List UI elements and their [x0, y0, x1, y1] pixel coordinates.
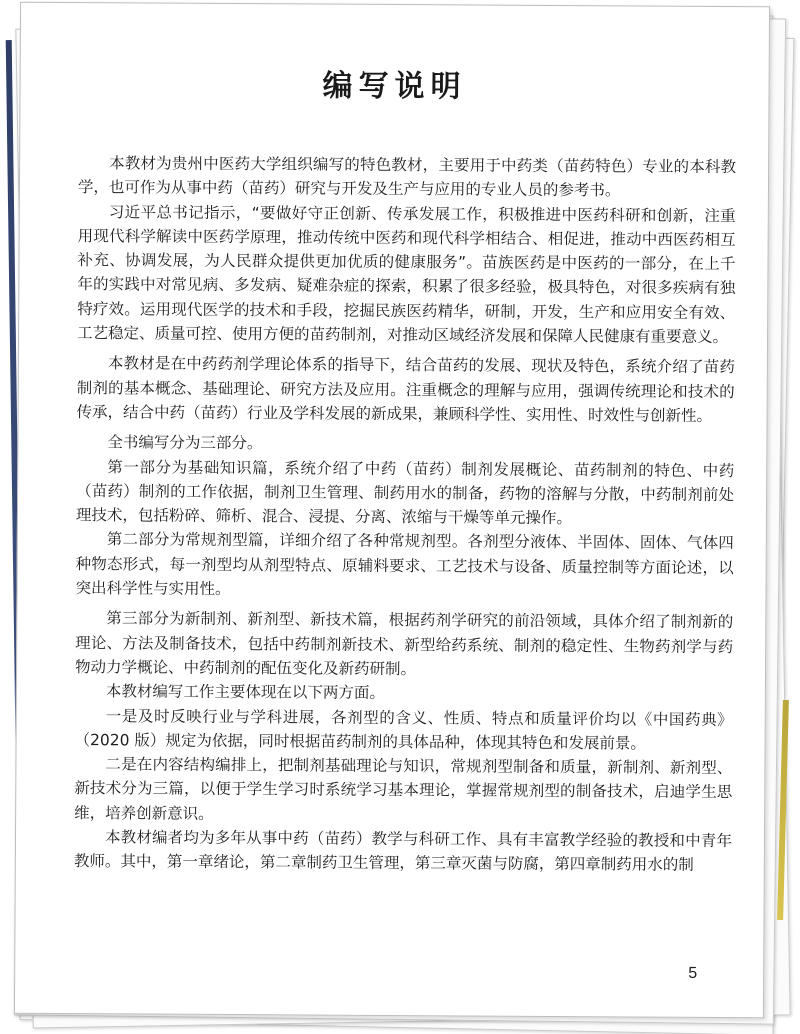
- paragraph: 习近平总书记指示，“要做好守正创新、传承发展工作，积极推进中医药科研和创新，注重用现代科学解读中医药学原理，推动传统中医药和现代科学相结合、相促进，推动中西医药相互补充、协调发展，为人民群众提供更加优质的健康服务”。苗族医药是中医药的一部分，在上千年的实践中对常见病、多发病、疑难杂症的探索，积累了很多经验，极具特色，对很多疾病有独特疗效。运用现代医学的技术和手段，挖掘民族医药精华，研制，开发，生产和应用安全有效、工艺稳定、质量可控、使用方便的苗药制剂，对推动区域经济发展和保障人民健康有重要意义。: [77, 202, 736, 347]
- paragraph: 二是在内容结构编排上，把制剂基础理论与知识，常规剂型制备和质量，新制剂、新剂型、新技术分为三篇，以便于学生学习时系统学习基本理论，掌握常规剂型的制备技术，启迪学生思维，培养创新意识。: [74, 755, 733, 823]
- paragraph: 本教材编写工作主要体现在以下两方面。: [105, 682, 385, 703]
- paragraph: 本教材是在中药药剂学理论体系的指导下，结合苗药的发展、现状及特色，系统介绍了苗药制剂的基本概念、基础理论、研究方法及应用。注重概念的理解与应用，强调传统理论和技术的传承，结合中药（苗药）行业及学科发展的新成果，兼顾科学性、实用性、时效性与创新性。: [76, 354, 735, 425]
- paragraph: 第二部分为常规剂型篇，详细介绍了各种常规剂型。各剂型分液体、半固体、固体、气体四种物态形式，每一剂型均从剂型特点、原辅料要求、工艺技术与设备、质量控制等方面论述，以突出科学性与实用性。: [75, 530, 734, 599]
- paragraph: 本教材为贵州中医药大学组织编写的特色教材，主要用于中药类（苗药特色）专业的本科教学，也可作为从事中药（苗药）研究与开发及生产与应用的专业人员的参考书。: [77, 154, 737, 200]
- page-title: 编写说明: [322, 68, 467, 105]
- document-page: [14, 2, 770, 1019]
- page-number: 5: [688, 964, 698, 982]
- paragraph: 本教材编者均为多年从事中药（苗药）教学与科研工作、具有丰富教学经验的教授和中青年教师。其中，第一章绪论，第二章制药卫生管理，第三章灭菌与防腐，第四章制药用水的制: [73, 828, 733, 875]
- paragraph: 第三部分为新制剂、新剂型、新技术篇，根据药剂学研究的前沿领域，具体介绍了制剂新的理论、方法及制备技术，包括中药制剂新技术、新型给药系统、制剂的稳定性、生物药剂学与药物动力学概论、中药制剂的配伍变化及新药研制。: [74, 609, 734, 679]
- paragraph: 一是及时反映行业与学科进展，各剂型的含义、性质、特点和质量评价均以《中国药典》（2020 版）规定为依据，同时根据苗药制剂的具体品种，体现其特色和发展前景。: [74, 706, 733, 753]
- page-body: [74, 151, 736, 878]
- paragraph: 全书编写分为三部分。: [107, 433, 263, 453]
- paragraph: 第一部分为基础知识篇，系统介绍了中药（苗药）制剂发展概论、苗药制剂的特色、中药（苗药）制剂的工作依据，制剂卫生管理、制药用水的制备，药物的溶解与分散，中药制剂前处理技术，包括粉碎、筛析、混合、浸提、分离、浓缩与干燥等单元操作。: [75, 457, 735, 528]
